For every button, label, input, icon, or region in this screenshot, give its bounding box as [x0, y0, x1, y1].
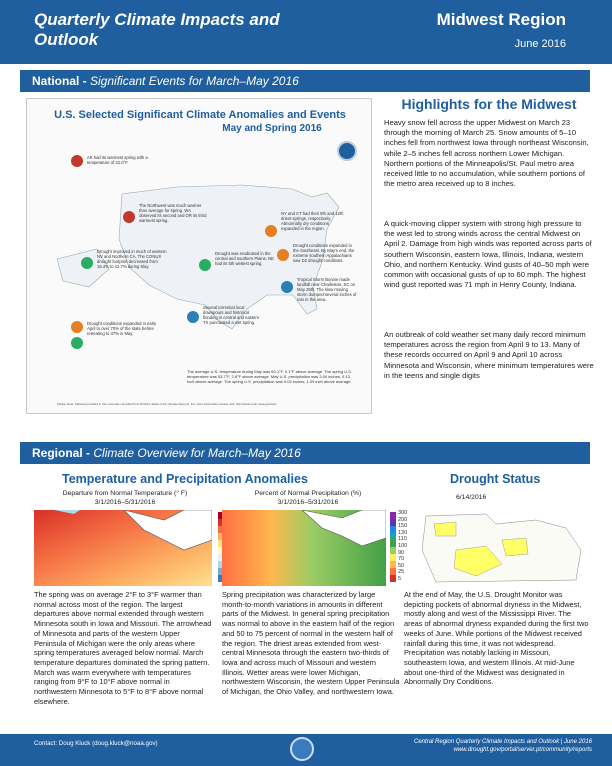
- colorbar-tick-label: 90: [398, 549, 405, 556]
- drought-expansion-icon: [71, 321, 83, 333]
- precip-map-label-line1: Percent of Normal Precipitation (%): [254, 490, 362, 497]
- colorbar-tick-label: 70: [398, 556, 405, 563]
- temp-map-label-line2: 3/1/2016–5/31/2016: [94, 498, 156, 506]
- precipitation-anomaly-map: [222, 510, 386, 586]
- precip-map-label-line2: 3/1/2016–5/31/2016: [277, 498, 339, 506]
- temp-map-label-line1: Departure from Normal Temperature (° F): [62, 490, 188, 497]
- callout-alaska: AK had its warmest spring with a temperature of 32.0°F.: [87, 155, 148, 165]
- national-bar-italic: Significant Events for March–May 2016: [90, 74, 299, 88]
- highlight-paragraph-1: Heavy snow fell across the upper Midwest on March 23 through the morning of March 25. Snow amounts of 5–10 inches fell from northwest Iowa through northeast Wisconsin, while 2–5 inches fell across northern Lower Michigan. Northern portions of the Minneapolis/St. Paul metro area received little to no accumulation, while southern portions of the metro area received up to 8 inches.: [384, 118, 589, 189]
- drought-map-date: 6/14/2016: [456, 494, 487, 501]
- colorbar-tick-label: 50: [398, 562, 405, 569]
- region-title: Midwest Region: [436, 10, 566, 29]
- heat-icon: [71, 155, 83, 167]
- drought-summary: At the end of May, the U.S. Drought Monitor was depicting pockets of abnormal dryness in the Midwest, mostly along and west of the Mississippi River. The areas of abnormal dryness expanded during the first two weeks of June. While portions of the Midwest received rainfall during this time, it was not widespread. Precipitation was notably lacking in Missouri, southeastern Iowa, and western Illinois. At mid-June about one-third of the Midwest was designated in Abnormally Dry Conditions.: [404, 590, 589, 687]
- national-bar-bold: National -: [32, 74, 87, 88]
- regional-bar-bold: Regional -: [32, 446, 91, 460]
- colorbar-tick-label: 150: [398, 523, 408, 530]
- map-credit: Please Note: Material provided in this map was compiled from NOAA's State of the Climate Reports. For more information please visit: http://www.ncdc.noaa.gov/sotc: [57, 402, 277, 406]
- footer-credit-line2: www.drought.gov/portal/server.pt/community/reports: [453, 747, 592, 753]
- precip-map-label: [228, 490, 388, 507]
- national-summary: The average U.S. temperature during May was 60.1°F, 0.1°F above average. The spring U.S. temperature was 53.7°F, 2.8°F above average. May U.S. precipitation was 3.04 inches, 0.13 inch above average. The spring U.S. precipitation was 9.03 inches, 1.09 inch above average.: [187, 369, 352, 384]
- precip-colorbar: [390, 512, 396, 582]
- heat-icon: [123, 211, 135, 223]
- drought-monitor-map: [416, 510, 588, 586]
- regional-bar-italic: Climate Overview for March–May 2016: [93, 446, 301, 460]
- drought-relief-icon: [81, 257, 93, 269]
- anomalies-title: Temperature and Precipitation Anomalies: [62, 472, 308, 486]
- contact-line: Contact: Doug Kluck (doug.kluck@noaa.gov): [34, 740, 158, 747]
- colorbar-tick-label: 130: [398, 529, 408, 536]
- page-footer: [0, 734, 612, 766]
- national-section-bar: [20, 70, 590, 92]
- callout-hawaii: Drought conditions expanded in early April to over 70% of the state before retreating to 37% in May.: [87, 321, 157, 336]
- dry-icon: [265, 225, 277, 237]
- colorbar-tick-label: 200: [398, 516, 408, 523]
- drought-relief-icon: [71, 337, 83, 349]
- precipitation-summary: Spring precipitation was characterized by large month-to-month variations in amounts in different parts of the Midwest. In general spring precipitation was normal to above in the eastern half of the region and 50 to 75 percent of normal in the western half of the region. The driest areas extended from west-central Minnesota through the eastern two-thirds of Iowa and across much of Missouri and western Illinois. Wetter areas were lower Michigan, northwestern Wisconsin, the western Upper Peninsula of Michigan, the Ohio Valley, and northwestern Iowa.: [222, 590, 400, 697]
- callout-bonnie: Tropical Storm Bonnie made landfall near Charleston, SC on May 29th. The slow moving storm dumped several inches of rain in the area.: [297, 277, 357, 302]
- events-map-title: U.S. Selected Significant Climate Anomalies and Events: [54, 109, 346, 121]
- regional-section-bar: [20, 442, 590, 464]
- colorbar-tick-label: 25: [398, 569, 405, 576]
- drought-relief-icon: [199, 259, 211, 271]
- footer-credits: [414, 738, 592, 754]
- callout-texas: Several torrential local downpours and historical flooding in central and eastern TX punctuated a wet spring.: [203, 305, 260, 325]
- issue-date: June 2016: [514, 38, 566, 50]
- colorbar-tick-label: 110: [398, 536, 407, 543]
- publication-title: Quarterly Climate Impacts and Outlook: [34, 10, 280, 49]
- callout-west: Drought improved in much of western NV and Northern CA. The CONUS drought footprint decreased from 15.4% to 12.7% during May.: [97, 249, 167, 269]
- footer-credit-line1: Central Region Quarterly Climate Impacts and Outlook | June 2016: [414, 739, 592, 745]
- noaa-logo-icon: [290, 737, 314, 761]
- events-map-subtitle: May and Spring 2016: [222, 123, 322, 134]
- page-header: [0, 0, 612, 64]
- callout-northwest: The Northwest was much warmer than average for spring. WA observed its second and OR its third warmest spring.: [139, 203, 207, 223]
- drought-title: Drought Status: [450, 472, 541, 486]
- drought-expansion-icon: [277, 249, 289, 261]
- colorbar-tick-label: 5: [398, 576, 402, 582]
- storm-icon: [281, 281, 293, 293]
- colorbar-tick-label: 300: [398, 510, 408, 516]
- callout-northeast: NY and CT had their 9th and 12th driest springs, respectively. Abnormally dry conditions expanded in the region.: [281, 211, 344, 231]
- callout-southeast: Drought conditions expanded in the Southeast. By May's end, the extreme southern Appalachians saw D2 drought conditions.: [293, 243, 355, 263]
- temp-map-label: [40, 490, 210, 507]
- flood-icon: [187, 311, 199, 323]
- significant-events-map: [26, 98, 372, 414]
- colorbar-tick-label: 100: [398, 543, 408, 549]
- highlights-title: Highlights for the Midwest: [401, 96, 577, 112]
- highlight-paragraph-3: An outbreak of cold weather set many daily record minimum temperatures across the region from April 9 to 13. Many of these records occurred on April 9 and April 10 across Minnesota and Wisconsin, where minimum temperatures were in the teens and single digits: [384, 330, 594, 380]
- temperature-summary: The spring was on average 2°F to 3°F warmer than normal across most of the region. The largest departures above normal extended through western Minnesota south in Iowa and Missouri. The arrowhead of Minnesota and parts of the western Upper Peninsula of Michigan were the only areas where spring temperatures averaged below normal. March temperature departures dominated the spring pattern. March was warm everywhere with temperatures ranging from 9°F to 10°F above normal in northwestern Minnesota to 5°F to 8°F above normal elsewhere.: [34, 590, 212, 706]
- callout-plains: Drought was eradicated in the central and southern Plains. NE had its 5th wettest spring.: [215, 251, 274, 266]
- temperature-anomaly-map: [34, 510, 212, 586]
- highlight-paragraph-2: A quick-moving clipper system with strong high pressure to the west led to strong winds across the central Midwest on April 2. Damage from high winds was reported across parts of southern Wisconsin, eastern Iowa, Illinois, Indiana, western Ohio, and northern Kentucky. Wind gusts of 40–50 mph were common with occasional gusts of up to 60 mph. The highest wind gust reported was 71 mph in Henry County, Indiana.: [384, 219, 592, 290]
